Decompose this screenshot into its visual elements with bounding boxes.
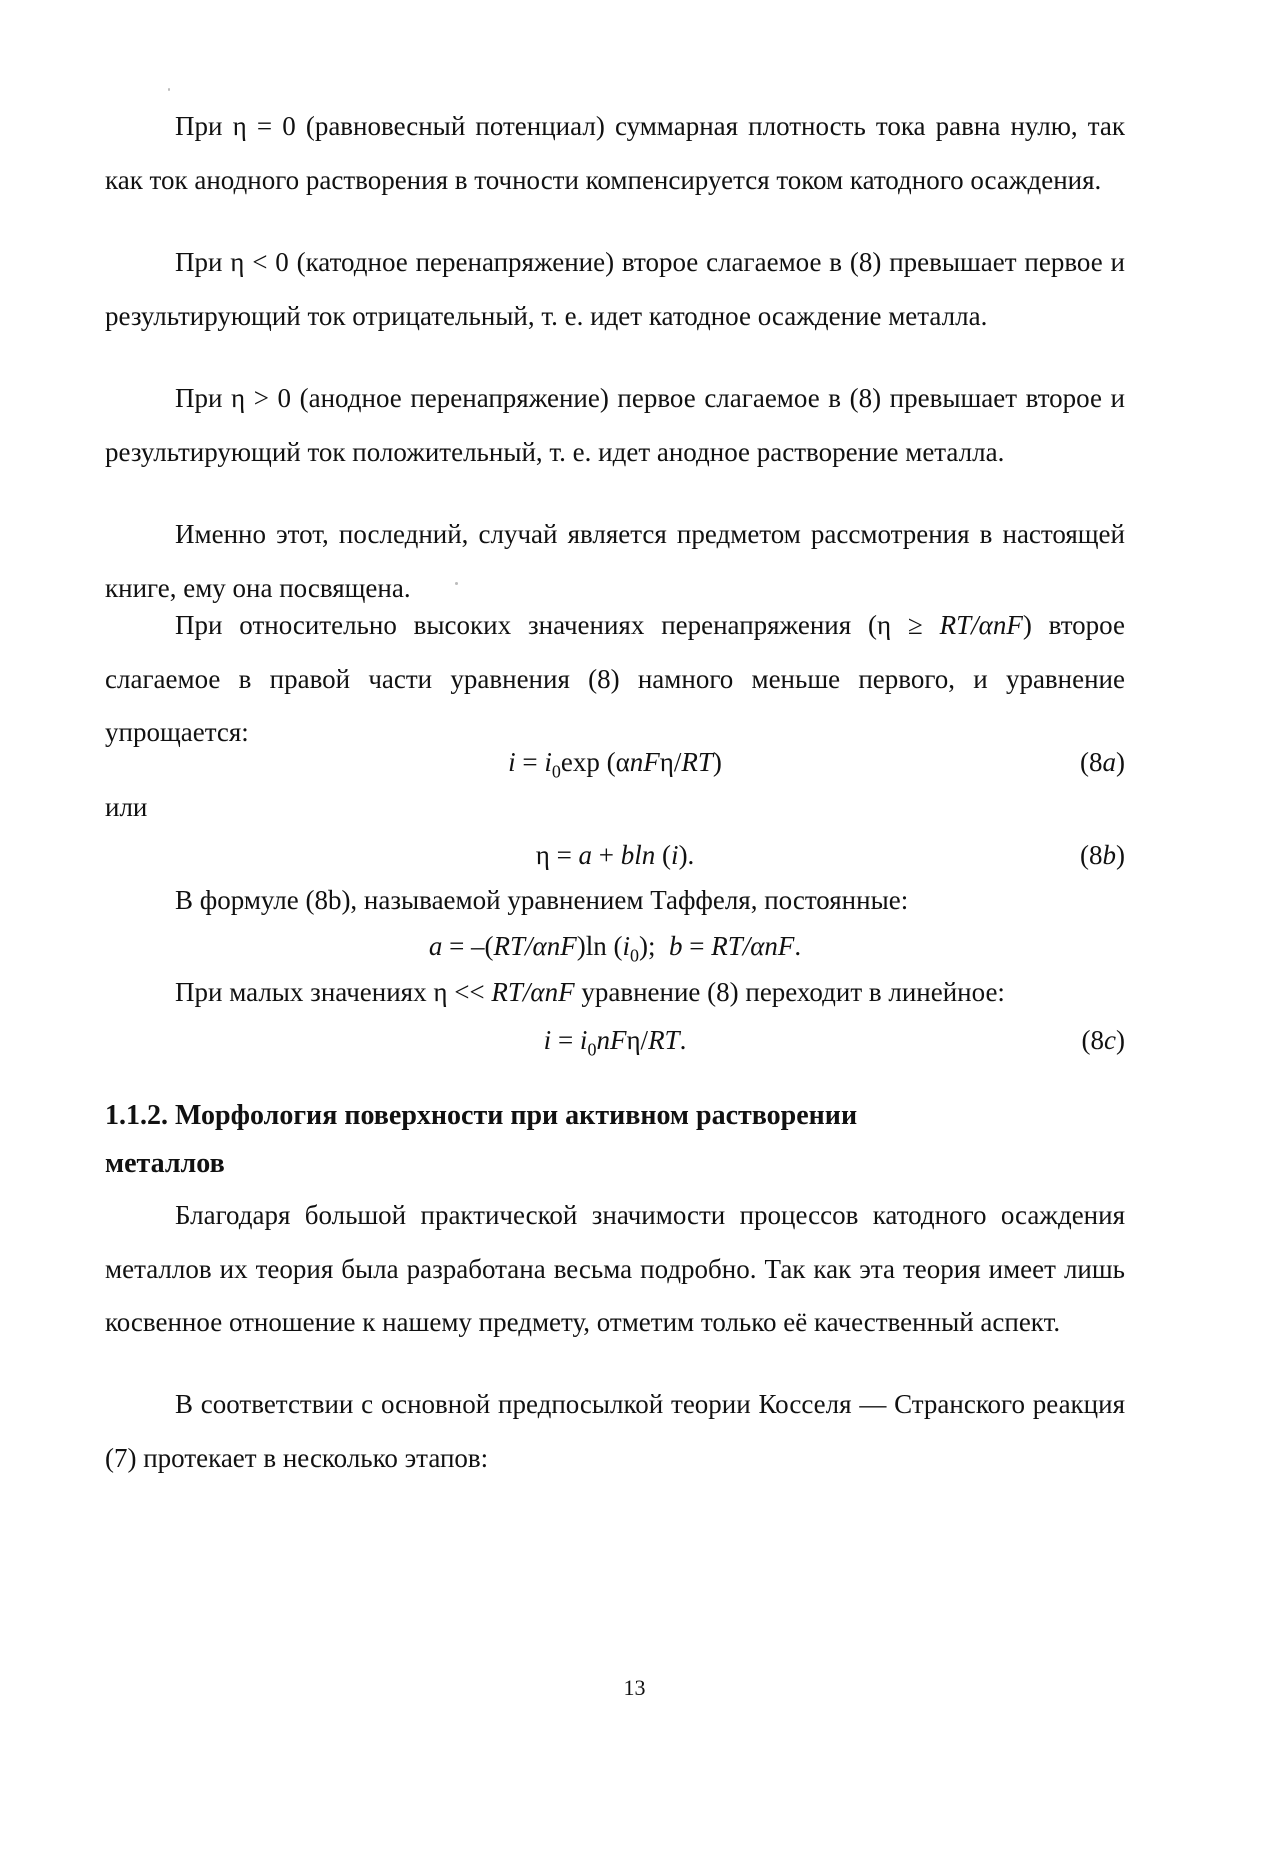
eq-var: RT bbox=[648, 1025, 680, 1055]
eq-text: ( bbox=[655, 840, 672, 870]
eq-label: ) bbox=[1116, 747, 1125, 777]
eq-label-letter: b bbox=[1102, 840, 1116, 870]
paragraph-low-overvoltage bbox=[105, 966, 1125, 1020]
eq-var: ln bbox=[634, 840, 656, 870]
text-fragment-italic: RT/αnF bbox=[939, 610, 1023, 640]
paragraph-anodic: При η > 0 (анодное перенапряжение) первое слагаемое в (8) превышает второе и результирующий ток положительный, т. е. идет анодное растворение металла. bbox=[105, 383, 1125, 467]
eq-label: ) bbox=[1116, 1025, 1125, 1055]
eq-label-letter: c bbox=[1104, 1025, 1116, 1055]
eq-var: i bbox=[622, 931, 630, 961]
section-heading-line: металлов bbox=[105, 1148, 225, 1179]
paragraph-cathodic: При η < 0 (катодное перенапряжение) второе слагаемое в (8) превышает первое и результирующий ток отрицательный, т. е. идет катодное осаждение металла. bbox=[105, 247, 1125, 331]
paragraph-theory: Благодаря большой практической значимости процессов катодного осаждения металлов их теория была разработана весьма подробно. Так как эта теория имеет лишь косвенное отношение к нашему предмету, отметим только её качественный аспект. bbox=[105, 1200, 1125, 1337]
eq-text: ) bbox=[712, 747, 722, 777]
eq-var: i bbox=[508, 747, 516, 777]
eq-text: . bbox=[794, 931, 802, 961]
eq-sub: 0 bbox=[551, 761, 561, 782]
text-fragment: При малых значениях η << bbox=[175, 977, 492, 1007]
eq-var: a bbox=[578, 840, 593, 870]
eq-text: )ln ( bbox=[576, 931, 623, 961]
eq-text: = –( bbox=[442, 931, 494, 961]
eq-text: η bbox=[535, 840, 550, 870]
equation-8c-number bbox=[1082, 1013, 1125, 1067]
eq-var: RT bbox=[681, 747, 713, 777]
text-fragment: При относительно высоких значениях перенапряжения (η ≥ bbox=[175, 610, 940, 640]
eq-label: (8 bbox=[1080, 840, 1103, 870]
conjunction-or: или bbox=[105, 792, 148, 822]
eq-var: i bbox=[544, 747, 552, 777]
eq-op: + bbox=[592, 840, 621, 870]
scan-speck bbox=[455, 582, 458, 585]
eq-var: nF bbox=[629, 747, 660, 777]
eq-var: b bbox=[620, 840, 635, 870]
eq-text: η/ bbox=[659, 747, 682, 777]
eq-var: RT/αnF bbox=[493, 931, 577, 961]
eq-sub: 0 bbox=[629, 945, 639, 966]
eq-var: i bbox=[671, 840, 679, 870]
eq-text: ). bbox=[678, 840, 695, 870]
text-fragment: уравнение (8) переходит в линейное: bbox=[574, 977, 1005, 1007]
section-heading bbox=[105, 1092, 1125, 1188]
paragraph-subject: Именно этот, последний, случай является предметом рассмотрения в настоящей книге, ему она посвящена. bbox=[105, 519, 1125, 603]
eq-op: = bbox=[549, 840, 579, 870]
eq-label: (8 bbox=[1081, 1025, 1105, 1055]
equation-8c bbox=[105, 1013, 1125, 1067]
paragraph-tafel: В формуле (8b), называемой уравнением Таффеля, постоянные: bbox=[175, 885, 909, 915]
eq-op: = bbox=[515, 747, 545, 777]
paragraph-kossel-stranski: В соответствии с основной предпосылкой теории Косселя — Странского реакция (7) протекает в несколько этапов: bbox=[105, 1389, 1125, 1473]
eq-op: = bbox=[551, 1025, 580, 1055]
scan-speck bbox=[168, 88, 170, 91]
eq-label: ) bbox=[1116, 840, 1125, 870]
eq-var: nF bbox=[596, 1025, 627, 1055]
equation-8c-formula bbox=[105, 1013, 1125, 1076]
text-fragment: ) второе слагаемое в правой части уравнения (8) намного меньше первого, и уравнение упрощается: bbox=[105, 610, 1125, 747]
eq-text: ); bbox=[638, 931, 669, 961]
eq-var: i bbox=[543, 1025, 552, 1055]
paragraph-equilibrium: При η = 0 (равновесный потенциал) суммарная плотность тока равна нулю, так как ток анодного растворения в точности компенсируется током катодного осаждения. bbox=[105, 111, 1125, 195]
eq-label-letter: a bbox=[1102, 747, 1116, 777]
section-heading-line: 1.1.2. Морфология поверхности при активном растворении bbox=[105, 1100, 858, 1131]
text-fragment-italic: RT/αnF bbox=[491, 977, 575, 1007]
eq-text: . bbox=[679, 1025, 687, 1055]
eq-var: i bbox=[579, 1025, 588, 1055]
eq-label: (8 bbox=[1080, 747, 1103, 777]
eq-text: exp (α bbox=[560, 747, 630, 777]
eq-sub: 0 bbox=[587, 1039, 597, 1060]
eq-var: b bbox=[668, 931, 683, 961]
eq-var: a bbox=[428, 931, 443, 961]
eq-var: RT/αnF bbox=[711, 931, 795, 961]
eq-text: η/ bbox=[626, 1025, 649, 1055]
page-number: 13 bbox=[623, 1675, 646, 1700]
eq-text: = bbox=[682, 931, 712, 961]
